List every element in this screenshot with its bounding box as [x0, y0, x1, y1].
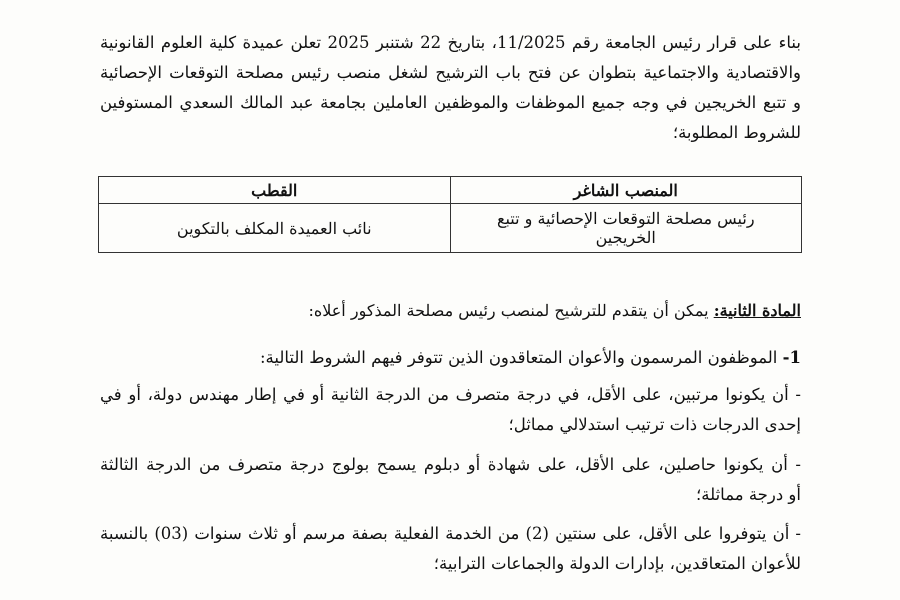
- cell-vacant-position: رئيس مصلحة التوقعات الإحصائية و تتبع الخريجين: [450, 204, 802, 253]
- condition-line: - أن يكونوا حاصلين، على الأقل، على شهادة أو دبلوم يسمح بولوج درجة متصرف من الدرجة الثالثة: [100, 455, 801, 474]
- intro-line: بناء على قرار رئيس الجامعة رقم 11/2025، بتاريخ 22 شتنبر 2025 تعلن عميدة كلية العلوم القانونية: [100, 33, 802, 52]
- article-two-text: يمكن أن يتقدم للترشيح لمنصب رئيس مصلحة المذكور أعلاه:: [308, 301, 709, 320]
- intro-line: و تتبع الخريجين في وجه جميع الموظفات والموظفين العاملين بجامعة عبد المالك السعدي المستوفين: [100, 93, 801, 112]
- table-row: [99, 204, 802, 253]
- condition-line: - أن يتوفروا على الأقل، على سنتين (2) من الخدمة الفعلية بصفة مرسم أو ثلاث سنوات (03) بالنسبة: [100, 524, 802, 543]
- item-one: [260, 348, 801, 367]
- intro-paragraph: [100, 28, 801, 148]
- intro-line: والاقتصادية والاجتماعية بتطوان عن فتح باب الترشيح لشغل منصب رئيس مصلحة التوقعات الإحصائية: [100, 63, 801, 82]
- table-header-row: [99, 177, 802, 204]
- item-one-number: 1-: [782, 348, 801, 367]
- intro-line: للشروط المطلوبة؛: [672, 123, 801, 142]
- condition-line: للأعوان المتعاقدين، بإدارات الدولة والجماعات الترابية؛: [433, 554, 801, 573]
- cell-pole: نائب العميدة المكلف بالتكوين: [99, 204, 451, 253]
- condition-grade: [100, 380, 801, 440]
- condition-line: إحدى الدرجات ذات ترتيب استدلالي مماثل؛: [508, 415, 801, 434]
- header-vacant-position: المنصب الشاغر: [450, 177, 802, 204]
- article-two: [308, 301, 801, 320]
- condition-line: - أن يكونوا مرتبين، على الأقل، في درجة متصرف من الدرجة الثانية أو في إطار مهندس دولة، أو في: [100, 385, 801, 404]
- header-pole: القطب: [99, 177, 451, 204]
- item-one-text: الموظفون المرسمون والأعوان المتعاقدون الذين تتوفر فيهم الشروط التالية:: [259, 348, 778, 367]
- vacancy-table: [98, 176, 802, 253]
- article-two-title: المادة الثانية:: [713, 301, 801, 320]
- condition-diploma: [100, 450, 801, 510]
- condition-line: أو درجة مماثلة؛: [696, 485, 801, 504]
- condition-service: [100, 519, 801, 579]
